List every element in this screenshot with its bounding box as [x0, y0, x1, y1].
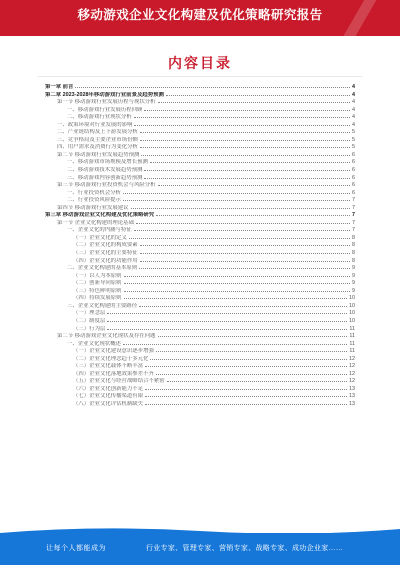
toc-entry-page: 12: [349, 363, 355, 370]
toc-leader-dots: [158, 102, 350, 103]
toc-entry-page: 6: [352, 167, 355, 174]
toc-entry[interactable]: [45, 92, 355, 100]
toc-entry[interactable]: [45, 348, 355, 356]
toc-leader-dots: [150, 359, 347, 360]
toc-entry-page: 7: [352, 204, 355, 211]
toc-entry[interactable]: [45, 152, 355, 160]
toc-entry-page: 9: [352, 265, 355, 272]
toc-entry-text: 二、企业文化构建的基本原则: [67, 265, 138, 272]
toc-leader-dots: [145, 396, 347, 397]
toc-entry-page: 7: [352, 227, 355, 234]
toc-entry-text: 一、企业文化的内涵与特征: [67, 227, 132, 234]
toc-leader-dots: [140, 147, 350, 148]
toc-entry[interactable]: [45, 212, 355, 220]
toc-entry-text: 一、移动游戏市场规模及增长预测: [67, 159, 148, 166]
toc-entry-text: 第一节 移动游戏行业发展历程与现状分析: [57, 99, 156, 106]
toc-entry-page: 7: [352, 219, 355, 226]
toc-leader-dots: [139, 306, 347, 307]
toc-entry[interactable]: [45, 333, 355, 341]
toc-entry-text: （四）企业文化落地效果参差不齐: [73, 370, 154, 377]
toc-entry[interactable]: [45, 197, 355, 205]
toc-entry-page: 4: [352, 114, 355, 121]
toc-entry[interactable]: [45, 235, 355, 243]
toc-entry-page: 6: [352, 151, 355, 158]
toc-entry-page: 12: [349, 370, 355, 377]
toc-leader-dots: [145, 404, 347, 405]
toc-entry-text: （三）特色鲜明原则: [73, 287, 122, 294]
toc-entry-page: 8: [352, 234, 355, 241]
toc-entry[interactable]: [45, 220, 355, 228]
toc-entry[interactable]: [45, 280, 355, 288]
toc-entry-text: 一、移动游戏行业发展历程回顾: [67, 106, 143, 113]
toc-entry-text: （六）企业文化创新能力不足: [73, 385, 144, 392]
toc-entry-text: 二、产业链结构及上下游发展分析: [57, 129, 138, 136]
toc-entry-text: （三）行为层: [73, 325, 106, 332]
toc-entry[interactable]: [45, 242, 355, 250]
table-of-contents: [45, 84, 355, 409]
toc-entry-text: （四）持续发展原则: [73, 295, 122, 302]
toc-entry-page: 8: [352, 257, 355, 264]
toc-entry-text: （一）以人为本原则: [73, 272, 122, 279]
toc-entry[interactable]: [45, 401, 355, 409]
toc-entry-text: 第四节 移动游戏行业发展建议: [57, 204, 129, 211]
toc-entry[interactable]: [45, 99, 355, 107]
toc-entry[interactable]: [45, 295, 355, 303]
toc-entry-text: 二、移动游戏技术发展趋势预测: [67, 167, 143, 174]
toc-entry[interactable]: [45, 205, 355, 213]
toc-leader-dots: [136, 223, 350, 224]
toc-entry[interactable]: [45, 167, 355, 175]
toc-entry[interactable]: [45, 137, 355, 145]
toc-entry-text: （三）企业文化载体不断丰富: [73, 363, 144, 370]
toc-entry-text: （一）理念层: [73, 310, 106, 317]
toc-leader-dots: [134, 230, 350, 231]
toc-entry-page: 4: [352, 121, 355, 128]
toc-entry[interactable]: [45, 386, 355, 394]
toc-entry-page: 11: [349, 340, 355, 347]
toc-leader-dots: [158, 185, 350, 186]
toc-entry-page: 11: [349, 348, 355, 355]
toc-entry-text: 二、移动游戏行业现状分析: [67, 114, 132, 121]
toc-leader-dots: [75, 87, 350, 88]
toc-leader-dots: [158, 336, 348, 337]
toc-entry-text: （七）企业文化传播渠道有限: [73, 393, 144, 400]
toc-entry-text: 二、行业投资风险提示: [67, 197, 121, 204]
toc-leader-dots: [124, 298, 347, 299]
toc-leader-dots: [131, 208, 350, 209]
toc-entry-text: 第二节 移动游戏行业发展趋势预测: [57, 151, 140, 158]
toc-entry[interactable]: [45, 258, 355, 266]
toc-entry-text: 三、企业文化构建的主要路径: [67, 302, 138, 309]
toc-entry-page: 7: [352, 212, 355, 219]
toc-leader-dots: [144, 178, 350, 179]
toc-entry-page: 10: [349, 310, 355, 317]
toc-entry-page: 10: [349, 302, 355, 309]
report-header: [0, 0, 400, 36]
toc-entry[interactable]: [45, 378, 355, 386]
toc-entry[interactable]: [45, 273, 355, 281]
toc-leader-dots: [145, 389, 347, 390]
toc-leader-dots: [124, 283, 350, 284]
toc-leader-dots: [107, 329, 347, 330]
toc-entry-page: 4: [352, 84, 355, 90]
toc-entry-text: （五）企业文化与经营战略结合不紧密: [73, 378, 165, 385]
toc-entry[interactable]: [45, 356, 355, 364]
toc-leader-dots: [124, 276, 350, 277]
toc-entry-text: （一）企业文化的定义: [73, 234, 127, 241]
toc-leader-dots: [167, 381, 347, 382]
toc-leader-dots: [140, 140, 350, 141]
report-title: 移动游戏企业文化构建及优化策略研究报告: [77, 8, 323, 22]
toc-entry-page: 12: [349, 355, 355, 362]
toc-entry-text: （二）企业文化理念趋于多元化: [73, 355, 149, 362]
footer-slogan: 让每个人都能成为: [46, 545, 106, 552]
toc-entry-page: 7: [352, 197, 355, 204]
toc-leader-dots: [134, 117, 350, 118]
toc-entry-page: 9: [352, 280, 355, 287]
toc-entry-page: 9: [352, 287, 355, 294]
toc-leader-dots: [141, 155, 350, 156]
toc-leader-dots: [140, 132, 350, 133]
toc-entry-page: 10: [349, 295, 355, 302]
toc-entry-page: 4: [352, 99, 355, 106]
toc-entry-page: 5: [352, 144, 355, 151]
toc-entry-page: 8: [352, 250, 355, 257]
toc-entry[interactable]: [45, 144, 355, 152]
toc-entry-page: 10: [349, 317, 355, 324]
toc-entry-text: （八）企业文化评估机制缺失: [73, 400, 144, 407]
toc-entry-text: （四）企业文化的功能作用: [73, 257, 138, 264]
toc-leader-dots: [107, 321, 347, 322]
toc-entry[interactable]: [45, 326, 355, 334]
toc-leader-dots: [150, 162, 350, 163]
toc-entry-page: 6: [352, 182, 355, 189]
toc-leader-dots: [107, 313, 347, 314]
toc-entry-text: （二）创新导向原则: [73, 280, 122, 287]
toc-entry-page: 5: [352, 136, 355, 143]
toc-entry-page: 4: [352, 106, 355, 113]
divider: [38, 76, 362, 77]
toc-entry-text: 第一节 企业文化构建的理论基础: [57, 219, 134, 226]
toc-entry[interactable]: [45, 190, 355, 198]
toc-leader-dots: [140, 245, 350, 246]
toc-leader-dots: [144, 170, 350, 171]
toc-entry-page: 9: [352, 272, 355, 279]
toc-entry-text: 第三节 移动游戏行业投资机会与风险分析: [57, 182, 156, 189]
toc-entry-page: 12: [349, 378, 355, 385]
toc-entry-page: 13: [349, 385, 355, 392]
toc-leader-dots: [124, 291, 350, 292]
toc-entry[interactable]: [45, 107, 355, 115]
toc-entry-text: 一、行业投资机会分析: [67, 189, 121, 196]
toc-entry-text: 三、竞争格局及主要企业市场份额: [57, 136, 138, 143]
toc-entry[interactable]: [45, 122, 355, 130]
toc-leader-dots: [156, 374, 347, 375]
toc-leader-dots: [134, 125, 350, 126]
toc-entry[interactable]: [45, 318, 355, 326]
toc-entry-text: （一）企业文化建设意识逐步增强: [73, 348, 154, 355]
toc-leader-dots: [129, 238, 350, 239]
toc-leader-dots: [156, 215, 350, 216]
toc-entry-page: 13: [349, 393, 355, 400]
toc-leader-dots: [145, 366, 347, 367]
toc-entry-text: 一、企业文化现状概述: [67, 340, 121, 347]
toc-entry-text: 第一章 前言: [45, 84, 74, 90]
toc-leader-dots: [144, 110, 350, 111]
footer-roles: 行业专家、管理专家、营销专家、战略专家、成功企业家……: [146, 545, 344, 552]
toc-heading: 内容目录: [168, 55, 232, 71]
toc-entry-page: 8: [352, 242, 355, 249]
toc-entry-page: 6: [352, 174, 355, 181]
toc-entry-page: 6: [352, 189, 355, 196]
toc-entry[interactable]: [45, 227, 355, 235]
toc-entry-text: 第三章 移动游戏企业文化构建及优化策略研究: [45, 212, 155, 219]
toc-entry-text: （二）制度层: [73, 317, 106, 324]
toc-entry[interactable]: [45, 84, 355, 92]
toc-entry-text: 三、移动游戏内容创新趋势预测: [67, 174, 143, 181]
toc-leader-dots: [140, 253, 350, 254]
toc-entry[interactable]: [45, 371, 355, 379]
toc-entry-page: 5: [352, 129, 355, 136]
toc-entry[interactable]: [45, 265, 355, 273]
toc-entry[interactable]: [45, 159, 355, 167]
toc-entry[interactable]: [45, 182, 355, 190]
toc-leader-dots: [140, 261, 350, 262]
toc-entry-text: （二）企业文化的构成要素: [73, 242, 138, 249]
toc-leader-dots: [139, 268, 350, 269]
toc-entry[interactable]: [45, 310, 355, 318]
toc-entry-text: 四、用户需求及消费行为变化分析: [57, 144, 138, 151]
toc-leader-dots: [123, 200, 350, 201]
toc-entry[interactable]: [45, 303, 355, 311]
toc-entry[interactable]: [45, 341, 355, 349]
toc-leader-dots: [123, 193, 350, 194]
toc-entry-text: （三）企业文化的主要特征: [73, 250, 138, 257]
toc-entry[interactable]: [45, 393, 355, 401]
toc-entry[interactable]: [45, 250, 355, 258]
toc-entry-page: 13: [349, 400, 355, 407]
toc-entry[interactable]: [45, 129, 355, 137]
toc-leader-dots: [123, 344, 347, 345]
toc-entry[interactable]: [45, 288, 355, 296]
toc-entry-page: 11: [349, 325, 355, 332]
toc-entry-page: 4: [352, 91, 355, 98]
toc-leader-dots: [156, 351, 348, 352]
toc-entry-text: 第二节 移动游戏企业文化现状及存在问题: [57, 333, 156, 340]
toc-entry-text: 一、政策环境对行业发展的影响: [57, 121, 133, 128]
toc-entry-page: 6: [352, 159, 355, 166]
toc-entry[interactable]: [45, 363, 355, 371]
toc-entry-page: 11: [349, 333, 355, 340]
toc-leader-dots: [166, 95, 350, 96]
toc-entry[interactable]: [45, 114, 355, 122]
toc-entry-text: 第二章 2023-2028年移动游戏行业前景及趋势预测: [45, 91, 164, 98]
toc-entry[interactable]: [45, 175, 355, 183]
